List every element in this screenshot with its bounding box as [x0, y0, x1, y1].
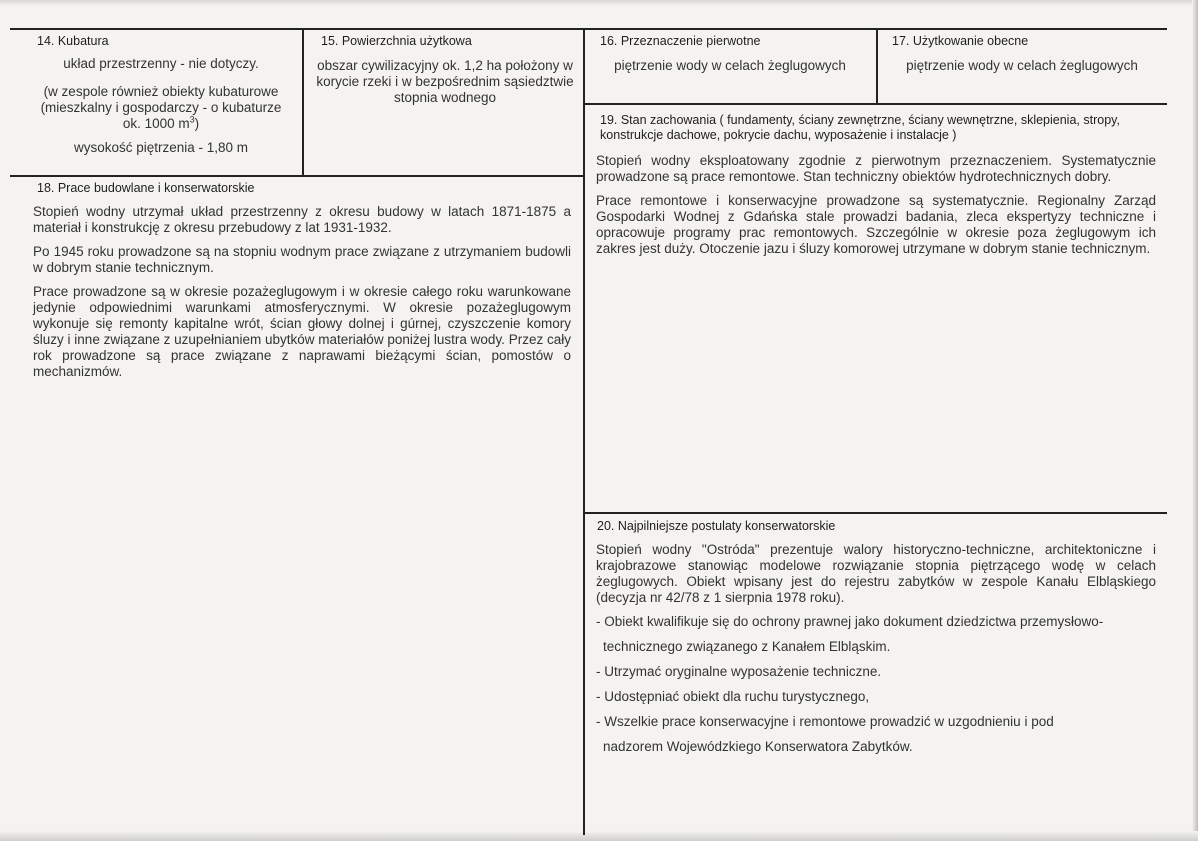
paper-right-edge — [1192, 0, 1198, 841]
field-18-paragraph: Stopień wodny utrzymał układ przestrzenny z okresu budowy w latach 1871-1875 a materiał i konstrukcję z okresu przebudowy z lat 1931-1932. — [33, 204, 571, 235]
field-19-value — [596, 153, 1156, 265]
field-18-label: 18. Prace budowlane i konserwatorskie — [37, 181, 255, 195]
divider-14-15 — [302, 28, 304, 175]
list-item: nadzorem Wojewódzkiego Konserwatora Zabytków. — [603, 739, 913, 754]
list-item: - Utrzymać oryginalne wyposażenie techniczne. — [596, 664, 882, 679]
center-divider — [583, 28, 585, 835]
list-item: - Obiekt kwalifikuje się do ochrony prawnej jako dokument dziedzictwa przemysłowo- — [596, 614, 1104, 629]
field-20-intro: Stopień wodny "Ostróda" prezentuje walory historyczno-techniczne, architektoniczne i krajobrazowe stanowiąc modelowe rozwiązanie stopnia piętrzącego wodę w celach żeglugowych. Obiekt wpisany jest do rejestru zabytków w zespole Kanału Elbląskiego (decyzja nr 42/78 z 1 sierpnia 1978 roku). — [596, 542, 1156, 605]
field-19-paragraph: Prace remontowe i konserwacyjne prowadzone są systematycznie. Regionalny Zarząd Gospodarki Wodnej z Gdańska stale prowadzi badania, zleca ekspertyzy techniczne i opracowuje programy prac remontowych. Szczególnie w okresie poza żeglugowym ich zakres jest duży. Otoczenie jazu i śluzy komorowej utrzymane w dobrym stanie technicznym. — [596, 193, 1156, 256]
paper-bottom-edge — [0, 831, 1198, 841]
divider-row-20 — [584, 512, 1167, 514]
paper-top-edge — [0, 0, 1198, 6]
field-17-value: piętrzenie wody w celach żeglugowych — [906, 58, 1138, 73]
field-15-label: 15. Powierzchnia użytkowa — [321, 34, 472, 48]
list-item: - Udostępniać obiekt dla ruchu turystycznego, — [596, 689, 870, 704]
field-20-label: 20. Najpilniejsze postulaty konserwatorskie — [597, 519, 836, 533]
field-18-value — [33, 204, 571, 388]
list-item: technicznego związanego z Kanałem Elbląskim. — [603, 639, 891, 654]
field-16-value: piętrzenie wody w celach żeglugowych — [614, 58, 846, 73]
field-15-value: obszar cywilizacyjny ok. 1,2 ha położony w korycie rzeki i w bezpośrednim sąsiedztwie stopnia wodnego — [316, 58, 574, 105]
field-16-label: 16. Przeznaczenie pierwotne — [600, 34, 761, 48]
top-border — [10, 28, 1167, 30]
field-14-label: 14. Kubatura — [37, 34, 109, 48]
field-17-label: 17. Użytkowanie obecne — [892, 34, 1029, 48]
field-20-list — [596, 614, 1156, 755]
field-14-line2: (w zespole również obiekty kubaturowe (mieszkalny i gospodarczy - o kubaturze ok. 1000 $m^3$) — [40, 84, 282, 131]
divider-row-18 — [10, 175, 584, 177]
cubic-superscript: 3 — [189, 114, 195, 125]
field-19-paragraph: Stopień wodny eksploatowany zgodnie z pierwotnym przeznaczeniem. Systematycznie prowadzone są prace remontowe. Stan techniczny obiektów hydrotechnicznych dobry. — [596, 153, 1156, 184]
divider-16-17 — [876, 28, 878, 104]
list-item: - Wszelkie prace konserwacyjne i remontowe prowadzić w uzgodnieniu i pod — [596, 714, 1054, 729]
field-14-line1: układ przestrzenny - nie dotyczy. — [63, 56, 259, 71]
field-14-line3: wysokość piętrzenia - 1,80 m — [73, 140, 249, 155]
field-18-paragraph: Prace prowadzone są w okresie pozażeglugowym i w okresie całego roku warunkowane jedynie odpowiednimi warunkami atmosferycznymi. W okresie pozażeglugowym wykonuje się remonty kapitalne wrót, ścian głowy dolnej i gúrnej, czyszczenie komory śluzy i inne związane z uzupełnianiem ubytków materiałów poniżej lustra wody. Przez cały rok prowadzone są prace związane z naprawami bieżącymi ścian, pomostów o mechanizmów. — [33, 284, 571, 379]
field-19-label: 19. Stan zachowania ( fundamenty, ściany zewnętrzne, ściany wewnętrzne, sklepienia, stropy, konstrukcje dachowe, pokrycie dachu, wyposażenie i instalacje ) — [600, 113, 1120, 142]
divider-row-19 — [584, 103, 1167, 105]
field-18-paragraph: Po 1945 roku prowadzone są na stopniu wodnym prace związane z utrzymaniem budowli w dobrym stanie technicznym. — [33, 244, 571, 275]
field-14-value — [30, 56, 292, 156]
